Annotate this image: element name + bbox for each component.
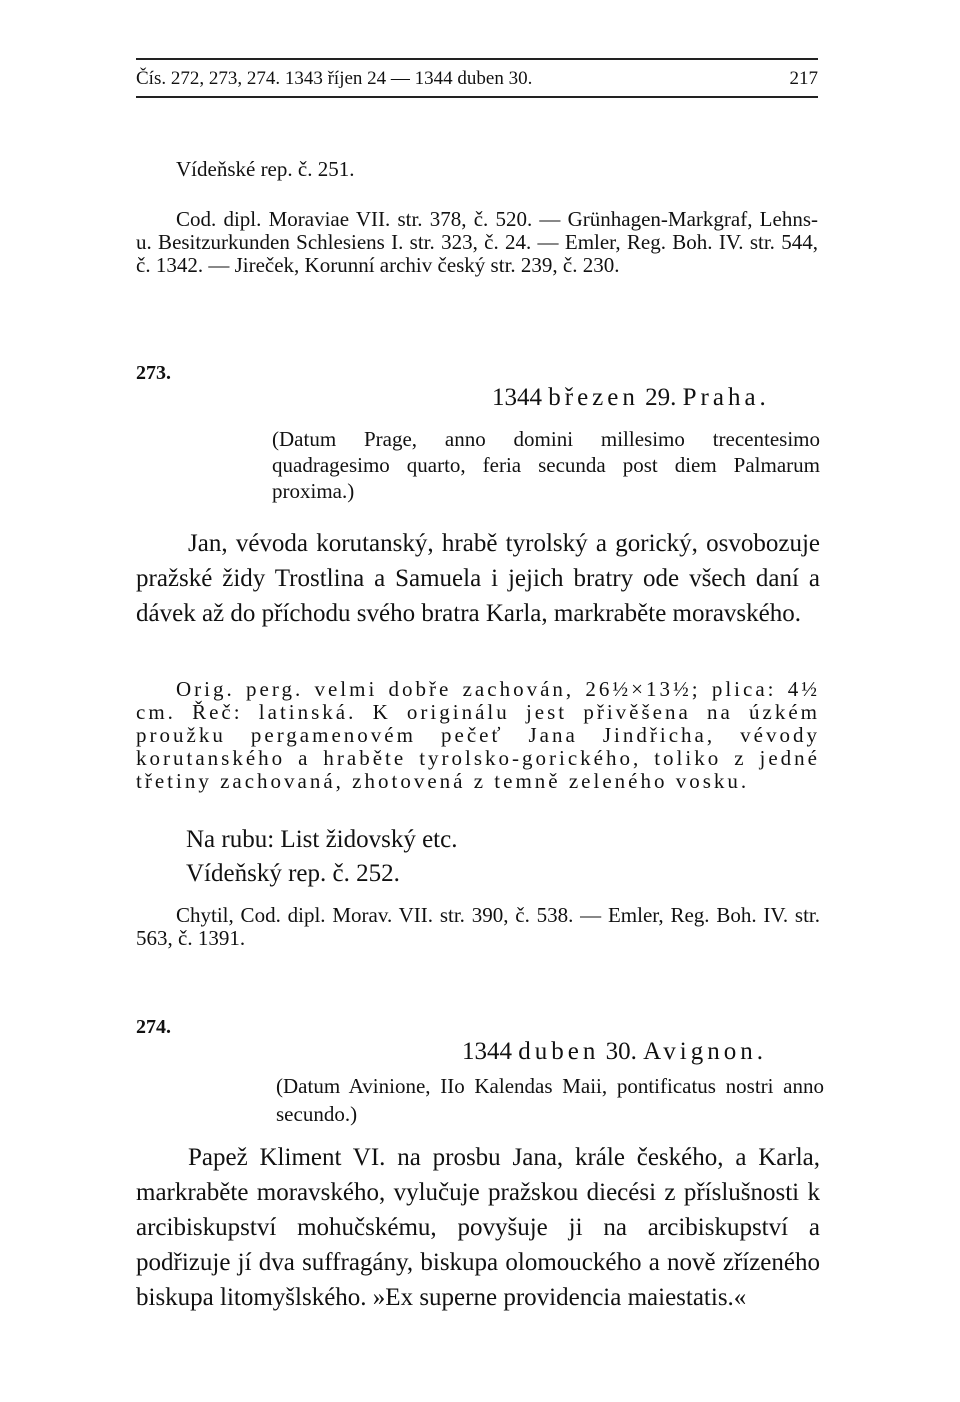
doc273-number: 273.	[136, 362, 171, 384]
running-title: Čís. 272, 273, 274. 1343 říjen 24 — 1344 duben 30.	[136, 68, 533, 89]
doc273-date-day: 29.	[645, 384, 677, 411]
doc274-date	[462, 1038, 822, 1066]
doc273-bibliography: Chytil, Cod. dipl. Morav. VII. str. 390, č. 538. — Emler, Reg. Boh. IV. str. 563, č. 1391.	[136, 903, 820, 950]
doc273-datum: (Datum Prage, anno domini millesimo trecentesimo quadragesimo quarto, feria secunda post diem Palmarum proxima.)	[272, 427, 820, 503]
doc273-regest: Jan, vévoda korutanský, hrabě tyrolský a gorický, osvobozuje pražské židy Trostlina a Samuela i jejich bratry ode všech daní a dávek až do příchodu svého bratra Karla, markraběte moravského.	[136, 530, 820, 627]
doc272-bibliography: Cod. dipl. Moraviae VII. str. 378, č. 520. — Grünhagen-Markgraf, Lehns- u. Besitzurkunden Schlesiens I. str. 323, č. 24. — Emler, Reg. Boh. IV. str. 544, č. 1342. — Jireček, Korunní archiv český str. 239, č. 230.	[136, 207, 818, 277]
doc273-register: Vídeňský rep. č. 252.	[186, 860, 400, 887]
doc273-place: Praha.	[682, 384, 770, 411]
doc273-date-year: 1344	[492, 384, 542, 411]
page-header	[136, 58, 818, 106]
doc274-date-year: 1344	[462, 1038, 512, 1065]
page-number: 217	[789, 68, 818, 89]
doc274-regest: Papež Kliment VI. na prosbu Jana, krále českého, a Karla, markraběte moravského, vylučuje pražskou diecési z příslušnosti k arcibiskupství mohučskému, povyšuje ji na arcibiskupství a podřizuje jí dva suffragány, biskupa olomouckého a nově zřízeného biskupa litomyšlského. »Ex superne providencia maiestatis.«	[136, 1144, 820, 1311]
doc273-date	[492, 384, 822, 412]
doc274-place: Avignon.	[643, 1038, 768, 1065]
doc274-date-month: duben	[518, 1038, 600, 1065]
header-rule-bottom	[136, 96, 818, 98]
doc273-dorsal-note: Na rubu: List židovský etc.	[186, 826, 458, 853]
doc273-date-month: březen	[548, 384, 639, 411]
doc274-number: 274.	[136, 1016, 171, 1038]
doc273-description: Orig. perg. velmi dobře zachován, 26½×13½; plica: 4½ cm. Řeč: latinská. K originálu jest přivěšena na úzkém proužku pergamenovém pečeť Jana Jindřicha, vévody korutanského a hraběte tyrolsko-gorického, toliko z jedné třetiny zachovaná, zhotovená z temně zeleného vosku.	[136, 677, 820, 793]
doc272-register: Vídeňské rep. č. 251.	[176, 157, 355, 181]
doc274-datum: (Datum Avinione, IIo Kalendas Maii, pontificatus nostri anno secundo.)	[276, 1074, 824, 1126]
header-rule-top	[136, 58, 818, 60]
doc274-date-day: 30.	[605, 1038, 637, 1065]
